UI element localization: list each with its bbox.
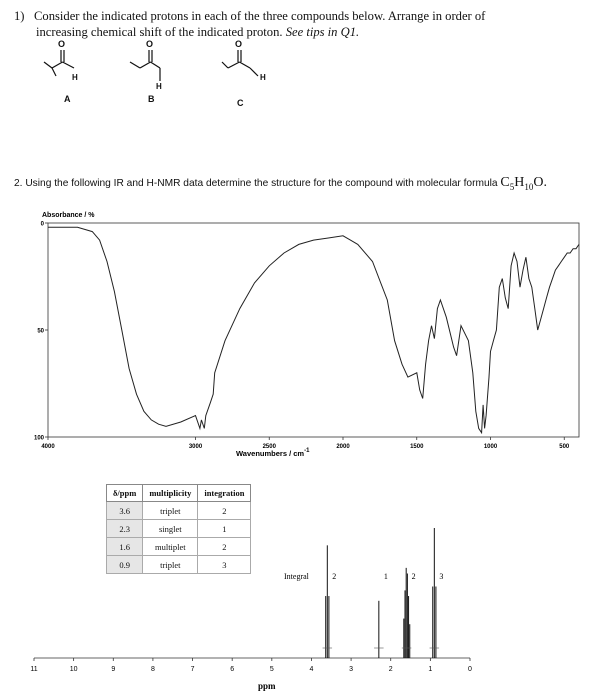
nmr-x-tick-label: 2 — [388, 666, 393, 673]
molecule-c — [222, 50, 258, 76]
question-2 — [14, 175, 589, 192]
molecule-a — [44, 50, 74, 76]
molecule-structures — [0, 36, 593, 126]
molecule-a-label: A — [64, 94, 71, 104]
question-number: 1) — [14, 9, 25, 23]
molecule-b-oxygen: O — [146, 39, 154, 49]
nmr-x-axis-label: ppm — [258, 681, 276, 691]
nmr-x-tick-label: 6 — [230, 666, 235, 673]
ir-y-tick-label: 0 — [40, 221, 44, 228]
nmr-integral-labels — [332, 572, 443, 581]
nmr-x-tick-label: 4 — [309, 666, 314, 673]
ir-y-ticks — [34, 222, 48, 442]
question-1-line-1: Consider the indicated protons in each of the three compounds below. Arrange in order of — [34, 9, 486, 23]
nmr-x-tick-label: 1 — [428, 666, 433, 673]
nmr-x-tick-label: 8 — [150, 666, 155, 673]
ir-spectrum-line — [48, 227, 579, 432]
table-header-integration: integration — [198, 485, 251, 502]
molecule-b — [130, 50, 160, 81]
nmr-x-tick-label: 7 — [190, 666, 195, 673]
ir-x-axis-label: Wavenumbers / $cm^{-1}$ — [236, 448, 310, 458]
question-1-tip: See tips in Q1. — [285, 25, 360, 39]
nmr-integral-value: 2 — [411, 572, 416, 581]
ir-spectrum — [0, 205, 593, 475]
molecule-b-hydrogen: H — [156, 82, 162, 91]
ir-y-axis-label: Absorbance / % — [42, 212, 95, 219]
nmr-integral-value: 3 — [439, 572, 444, 581]
nmr-peaks — [323, 528, 440, 658]
question-2-text: 2. Using the following IR and H-NMR data determine the structure for the compound with molecular formula — [14, 178, 501, 189]
nmr-x-tick-label: 3 — [349, 666, 354, 673]
ir-y-tick-label: 100 — [33, 435, 44, 442]
nmr-x-ticks — [30, 658, 472, 673]
ir-x-tick-label: 2000 — [336, 444, 350, 450]
ir-y-tick-label: 50 — [37, 328, 44, 335]
table-row: 2.3 singlet 1 — [107, 520, 251, 538]
nmr-integral-value: 2 — [332, 572, 337, 581]
table-row: 3.6 triplet 2 — [107, 502, 251, 520]
nmr-integral-value: 1 — [383, 572, 388, 581]
table-header-shift: δ/ppm — [107, 485, 143, 502]
table-row: 0.9 triplet 3 — [107, 556, 251, 574]
molecule-c-hydrogen: H — [260, 73, 266, 82]
molecule-a-hydrogen: H — [72, 73, 78, 82]
molecule-c-label: C — [237, 98, 244, 108]
molecule-a-oxygen: O — [58, 39, 66, 49]
ir-x-tick-label: 1000 — [483, 444, 498, 450]
nmr-x-tick-label: 10 — [69, 666, 78, 673]
nmr-x-tick-label: 11 — [30, 666, 38, 673]
question-1-line-2: increasing chemical shift of the indicated proton. — [36, 25, 286, 39]
nmr-data-table — [106, 484, 251, 574]
table-row: 1.6 multiplet 2 — [107, 538, 251, 556]
molecule-b-label: B — [148, 94, 155, 104]
ir-x-tick-label: 1500 — [410, 444, 424, 450]
nmr-spectrum — [0, 480, 593, 700]
nmr-x-tick-label: 9 — [111, 666, 116, 673]
molecular-formula: $C_5H_{10}O$. — [500, 175, 547, 192]
molecule-c-oxygen: O — [235, 39, 243, 49]
nmr-x-tick-label: 5 — [269, 666, 274, 673]
nmr-x-tick-label: 0 — [468, 666, 472, 673]
nmr-integral-label: Integral — [284, 572, 309, 581]
ir-x-tick-label: 4000 — [41, 444, 55, 450]
ir-x-tick-label: 500 — [559, 444, 570, 450]
ir-plot-frame — [48, 223, 579, 437]
ir-x-tick-label: 3000 — [188, 444, 203, 450]
ir-x-tick-label: 2500 — [262, 444, 276, 450]
table-header-multiplicity: multiplicity — [143, 485, 198, 502]
